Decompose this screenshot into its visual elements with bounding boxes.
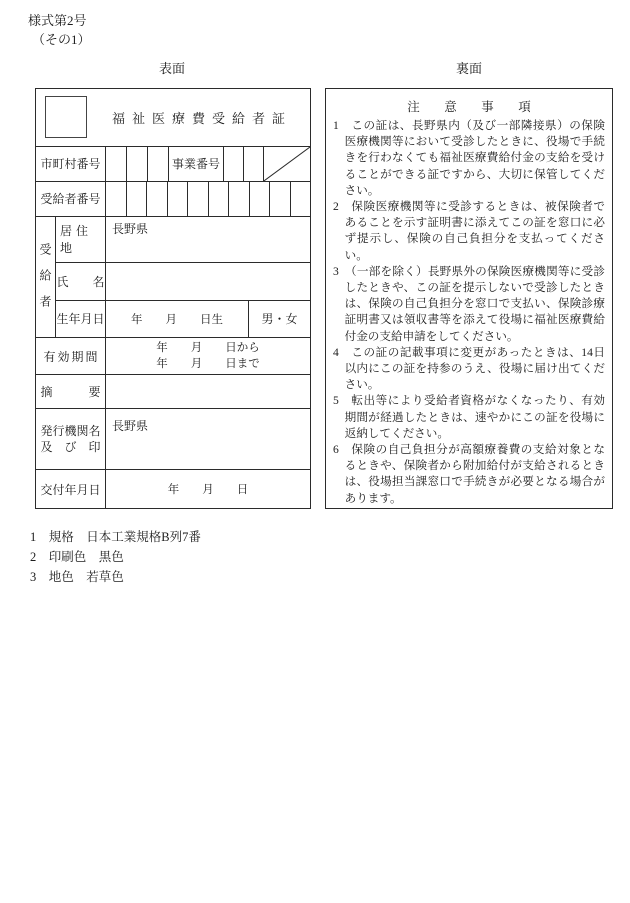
- back-side-heading: 裏面: [455, 61, 482, 76]
- notice-item-3: 3 （一部を除く）長野県外の保険医療機関等に受診したときや、この証を提示しないで受診したときは、保険の自己負担分を窓口で支払い、保険診療証明書又は領収書等を添えて役場に福祉医療費給付金の支給申請をしてください。: [333, 264, 605, 343]
- issuer-label-line2: 及 び 印: [40, 440, 101, 455]
- issue-date-label: 交付年月日: [36, 470, 106, 508]
- residence-value: 長野県: [112, 221, 149, 236]
- birthdate-label: 生年月日: [56, 301, 106, 337]
- digit-cell: [209, 182, 230, 216]
- digit-cell: [224, 147, 244, 181]
- digit-cell: [250, 182, 271, 216]
- recipient-number-label: 受給者番号: [36, 182, 106, 216]
- residence-row: [56, 217, 310, 264]
- digit-cell: [127, 182, 148, 216]
- digit-cell: [229, 182, 250, 216]
- spec-note-print-color: 2 印刷色 黒色: [30, 550, 124, 564]
- digit-cell: [127, 147, 148, 181]
- digit-cell: [244, 147, 264, 181]
- issuer-label-line1: 発行機関名: [40, 424, 101, 439]
- digit-cell: [106, 147, 127, 181]
- residence-label: 居住地: [56, 217, 106, 263]
- birthdate-row: [56, 301, 310, 337]
- birthdate-value: 年 月 日生: [131, 313, 223, 326]
- certificate-title: 福祉医療費受給者証: [111, 110, 292, 126]
- recipient-number-row: [36, 182, 310, 217]
- issue-date-value: 年 月 日: [167, 484, 249, 497]
- recipient-group-label: 受給者: [36, 217, 56, 337]
- digit-cell: [270, 182, 291, 216]
- digit-cell: [168, 182, 189, 216]
- validity-period-row: [36, 338, 310, 376]
- issuer-label: [36, 409, 106, 469]
- digit-cell: [188, 182, 209, 216]
- sex-options: 男・女: [248, 301, 310, 337]
- validity-from: 年 月 日から: [156, 342, 260, 355]
- validity-to: 年 月 日まで: [156, 358, 260, 371]
- form-number: 様式第2号: [28, 13, 87, 28]
- issue-date-row: [36, 470, 310, 508]
- digit-cell: [291, 182, 311, 216]
- municipality-number-row: [36, 147, 310, 182]
- recipient-section: [36, 217, 310, 338]
- form-part-label: （その1）: [32, 32, 91, 47]
- front-side-heading: 表面: [158, 61, 185, 76]
- remarks-label: 摘 要: [36, 375, 106, 408]
- digit-cell: [147, 182, 168, 216]
- notice-title: 注 意 事 項: [407, 100, 537, 114]
- diagonal-line: [264, 147, 310, 181]
- remarks-row: [36, 375, 310, 409]
- digit-cell: [106, 182, 127, 216]
- business-number-label: 事業番号: [169, 147, 224, 181]
- certificate-front-card: [35, 88, 311, 509]
- validity-period-value: [106, 338, 310, 375]
- digit-cell: [148, 147, 169, 181]
- issuer-value: 長野県: [112, 419, 149, 434]
- municipality-number-label: 市町村番号: [36, 147, 106, 181]
- notice-item-6: 6 保険の自己負担分が高額療養費の支給対象となるときや、保険者から附加給付が支給されるときは、役場担当課窓口で手続きが必要となる場合があります。: [333, 443, 605, 505]
- notice-item-5: 5 転出等により受給者資格がなくなったり、有効期間が経過したときは、速やかにこの証を役場に返納してください。: [333, 394, 605, 440]
- spec-notes: [30, 527, 201, 587]
- validity-period-label: 有効期間: [36, 338, 106, 375]
- notice-back-card: [325, 88, 613, 509]
- diagonal-blank-cell: [264, 147, 310, 181]
- certificate-title-row: [36, 89, 310, 147]
- name-label: 氏 名: [56, 263, 106, 300]
- spec-note-ground-color: 3 地色 若草色: [30, 570, 124, 584]
- issuer-row: [36, 409, 310, 470]
- notice-item-4: 4 この証の記載事項に変更があったときは、14日以内にこの証を持参のうえ、役場に届け出てください。: [333, 345, 605, 392]
- name-row: [56, 263, 310, 301]
- spec-note-standard: 1 規格 日本工業規格B列7番: [30, 530, 201, 544]
- name-value: [106, 263, 310, 300]
- remarks-value: [106, 375, 310, 408]
- notice-item-2: 2 保険医療機関等に受診するときは、被保険者であることを示す証明書に添えてこの証を窓口に必ず提示し、保険の自己負担分を支払ってください。: [333, 200, 605, 262]
- notice-item-1: 1 この証は、長野県内（及び一部隣接県）の保険医療機関等において受診したときに、役場で手続きを行わなくても福祉医療費給付金の支給を受けることができる証ですから、大切に保管してください。: [333, 119, 605, 197]
- stamp-box: [45, 96, 87, 138]
